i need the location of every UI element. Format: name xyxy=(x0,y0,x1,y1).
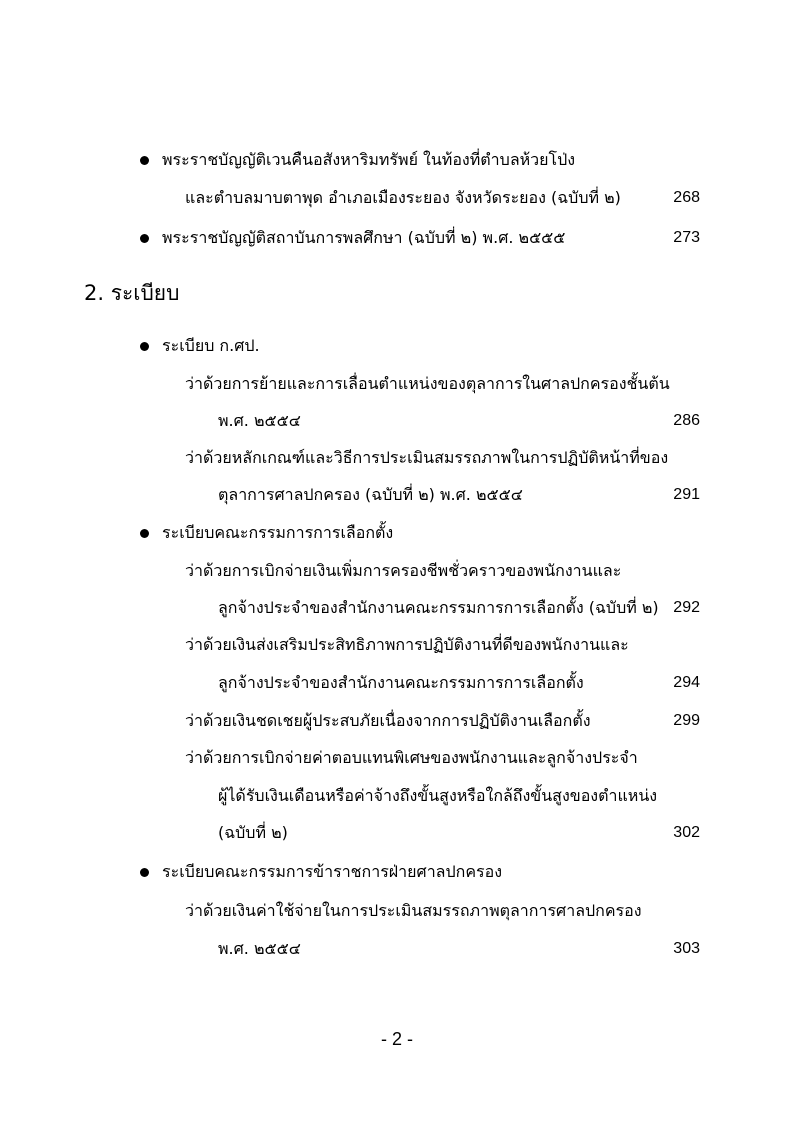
bullet-icon xyxy=(140,156,149,165)
toc-page-number: 268 xyxy=(673,189,700,206)
toc-entry-title: พระราชบัญญัติเวนคืนอสังหาริมทรัพย์ ในท้องที่ตำบลห้วยโป่ง xyxy=(162,150,576,169)
toc-item-line: ว่าด้วยการเบิกจ่ายเงินเพิ่มการครองชีพชั่วคราวของพนักงานและ xyxy=(185,561,622,580)
toc-item-line: ผู้ได้รับเงินเดือนหรือค่าจ้างถึงขั้นสูงหรือใกล้ถึงขั้นสูงของตำแหน่ง xyxy=(218,786,658,805)
toc-page-number: 291 xyxy=(673,486,700,503)
toc-item-line: ว่าด้วยเงินส่งเสริมประสิทธิภาพการปฏิบัติงานที่ดีของพนักงานและ xyxy=(185,635,629,654)
toc-item-line: ว่าด้วยการเบิกจ่ายค่าตอบแทนพิเศษของพนักงานและลูกจ้างประจำ xyxy=(185,748,638,767)
toc-page-number: 302 xyxy=(673,824,700,841)
bullet-icon xyxy=(140,529,149,538)
toc-item-line: ว่าด้วยเงินชดเชยผู้ประสบภัยเนื่องจากการปฏิบัติงานเลือกตั้ง xyxy=(185,711,591,730)
bullet-icon xyxy=(140,234,149,243)
group-title: ระเบียบคณะกรรมการข้าราชการฝ่ายศาลปกครอง xyxy=(162,862,503,881)
toc-item-line: ว่าด้วยเงินค่าใช้จ่ายในการประเมินสมรรถภาพตุลาการศาลปกครอง xyxy=(185,901,642,920)
toc-item-line: พ.ศ. ๒๕๕๔ xyxy=(218,411,301,430)
toc-page-number: 292 xyxy=(673,599,700,616)
bullet-icon xyxy=(140,868,149,877)
toc-item-line: ตุลาการศาลปกครอง (ฉบับที่ ๒) พ.ศ. ๒๕๕๔ xyxy=(218,485,523,504)
toc-page-number: 299 xyxy=(673,712,700,729)
toc-page-number: 286 xyxy=(673,412,700,429)
toc-page-number: 303 xyxy=(673,940,700,957)
toc-entry-title: พระราชบัญญัติสถาบันการพลศึกษา (ฉบับที่ ๒) พ.ศ. ๒๕๕๕ xyxy=(162,228,566,247)
toc-entry-continuation: และตำบลมาบตาพุด อำเภอเมืองระยอง จังหวัดระยอง (ฉบับที่ ๒) xyxy=(185,188,621,207)
toc-item-line: (ฉบับที่ ๒) xyxy=(218,823,288,842)
bullet-icon xyxy=(140,342,149,351)
toc-item-line: ว่าด้วยหลักเกณฑ์และวิธีการประเมินสมรรถภาพในการปฏิบัติหน้าที่ของ xyxy=(185,448,669,467)
page-number-footer: - 2 - xyxy=(380,1029,413,1049)
toc-page-number: 294 xyxy=(673,674,700,691)
section-heading: 2. ระเบียบ xyxy=(84,281,180,305)
toc-page-number: 273 xyxy=(673,229,700,246)
group-title: ระเบียบคณะกรรมการการเลือกตั้ง xyxy=(162,523,394,542)
toc-item-line: ว่าด้วยการย้ายและการเลื่อนตำแหน่งของตุลาการในศาลปกครองชั้นต้น xyxy=(185,374,670,393)
toc-item-line: พ.ศ. ๒๕๕๔ xyxy=(218,939,301,958)
toc-item-line: ลูกจ้างประจำของสำนักงานคณะกรรมการการเลือกตั้ง (ฉบับที่ ๒) xyxy=(218,598,659,617)
group-title: ระเบียบ ก.ศป. xyxy=(162,336,260,355)
toc-item-line: ลูกจ้างประจำของสำนักงานคณะกรรมการการเลือกตั้ง xyxy=(218,673,584,692)
